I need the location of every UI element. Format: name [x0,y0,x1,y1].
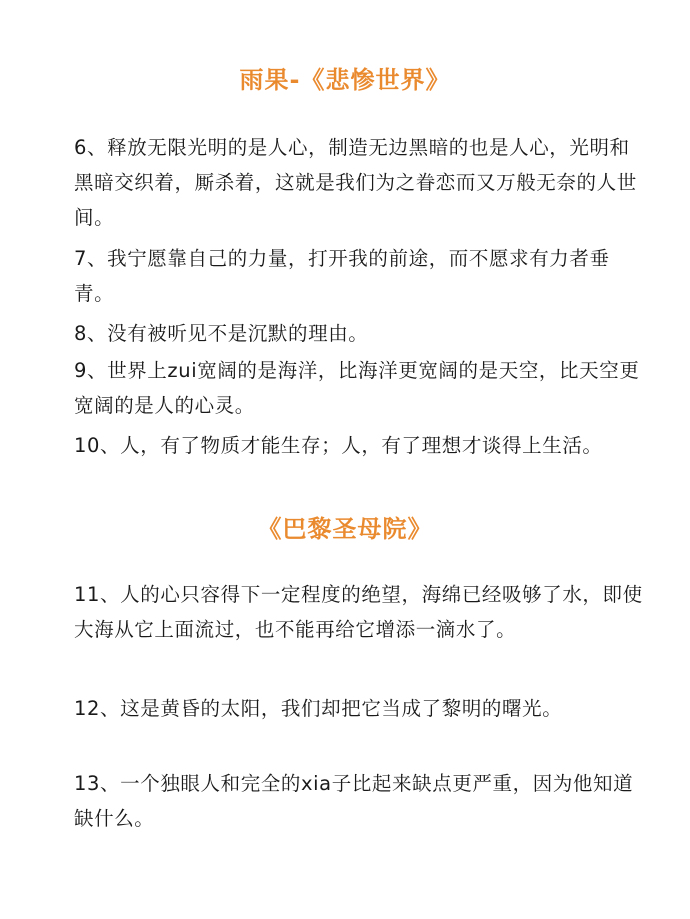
section-title-les-miserables: 雨果-《悲惨世界》 [239,66,451,94]
quote-9: 9、世界上zui宽阔的是海洋，比海洋更宽阔的是天空，比天空更宽阔的是人的心灵。 [74,359,640,417]
quote-7: 7、我宁愿靠自己的力量，打开我的前途，而不愿求有力者垂青。 [74,247,610,305]
quote-6: 6、释放无限光明的是人心，制造无边黑暗的也是人心，光明和黑暗交织着，厮杀着，这就是我们为之眷恋而又万般无奈的人世间。 [74,136,637,229]
quote-13: 13、一个独眼人和完全的xia子比起来缺点更严重，因为他知道缺什么。 [74,772,634,830]
quote-11: 11、人的心只容得下一定程度的绝望，海绵已经吸够了水，即使大海从它上面流过，也不能再给它增添一滴水了。 [74,583,643,641]
section-title-notre-dame: 《巴黎圣母院》 [257,515,433,543]
quote-12: 12、这是黄昏的太阳，我们却把它当成了黎明的曙光。 [74,697,563,720]
quote-10: 10、人，有了物质才能生存；人，有了理想才谈得上生活。 [74,434,603,457]
quote-8: 8、没有被听见不是沉默的理由。 [74,322,369,345]
